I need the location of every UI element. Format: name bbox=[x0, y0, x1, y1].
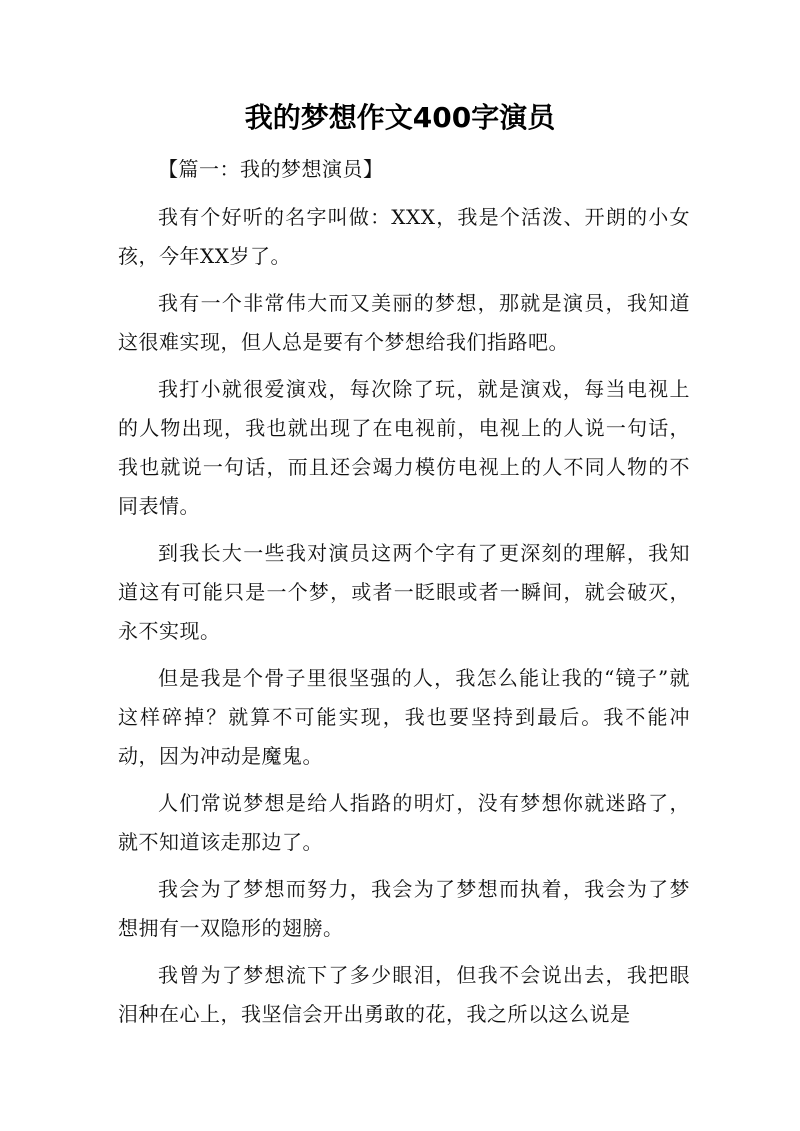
paragraph: 我会为了梦想而努力，我会为了梦想而执着，我会为了梦想拥有一双隐形的翅膀。 bbox=[118, 877, 690, 940]
paragraph: 但是我是个骨子里很坚强的人，我怎么能让我的“镜子”就这样碎掉？就算不可能实现，我也要坚持到最后。我不能冲动，因为冲动是魔鬼。 bbox=[118, 666, 690, 768]
paragraph: 到我长大一些我对演员这两个字有了更深刻的理解，我知道这有可能只是一个梦，或者一眨眼或者一瞬间，就会破灭，永不实现。 bbox=[118, 541, 690, 643]
paragraph: 人们常说梦想是给人指路的明灯，没有梦想你就迷路了，就不知道该走那边了。 bbox=[118, 791, 690, 854]
document-body bbox=[118, 150, 690, 1042]
paragraph: 我有个好听的名字叫做：XXX，我是个活泼、开朗的小女孩，今年XX岁了。 bbox=[118, 205, 690, 268]
paragraph: 我曾为了梦想流下了多少眼泪，但我不会说出去，我把眼泪种在心上，我坚信会开出勇敢的花，我之所以这么说是 bbox=[118, 963, 690, 1026]
paragraph: 我有一个非常伟大而又美丽的梦想，那就是演员，我知道这很难实现，但人总是要有个梦想给我们指路吧。 bbox=[118, 291, 690, 354]
paragraph: 我打小就很爱演戏，每次除了玩，就是演戏，每当电视上的人物出现，我也就出现了在电视前，电视上的人说一句话，我也就说一句话，而且还会竭力模仿电视上的人不同人物的不同表情。 bbox=[118, 377, 690, 518]
document-title: 我的梦想作文400字演员 bbox=[244, 101, 556, 134]
section-heading: 【篇一：我的梦想演员】 bbox=[158, 157, 384, 181]
